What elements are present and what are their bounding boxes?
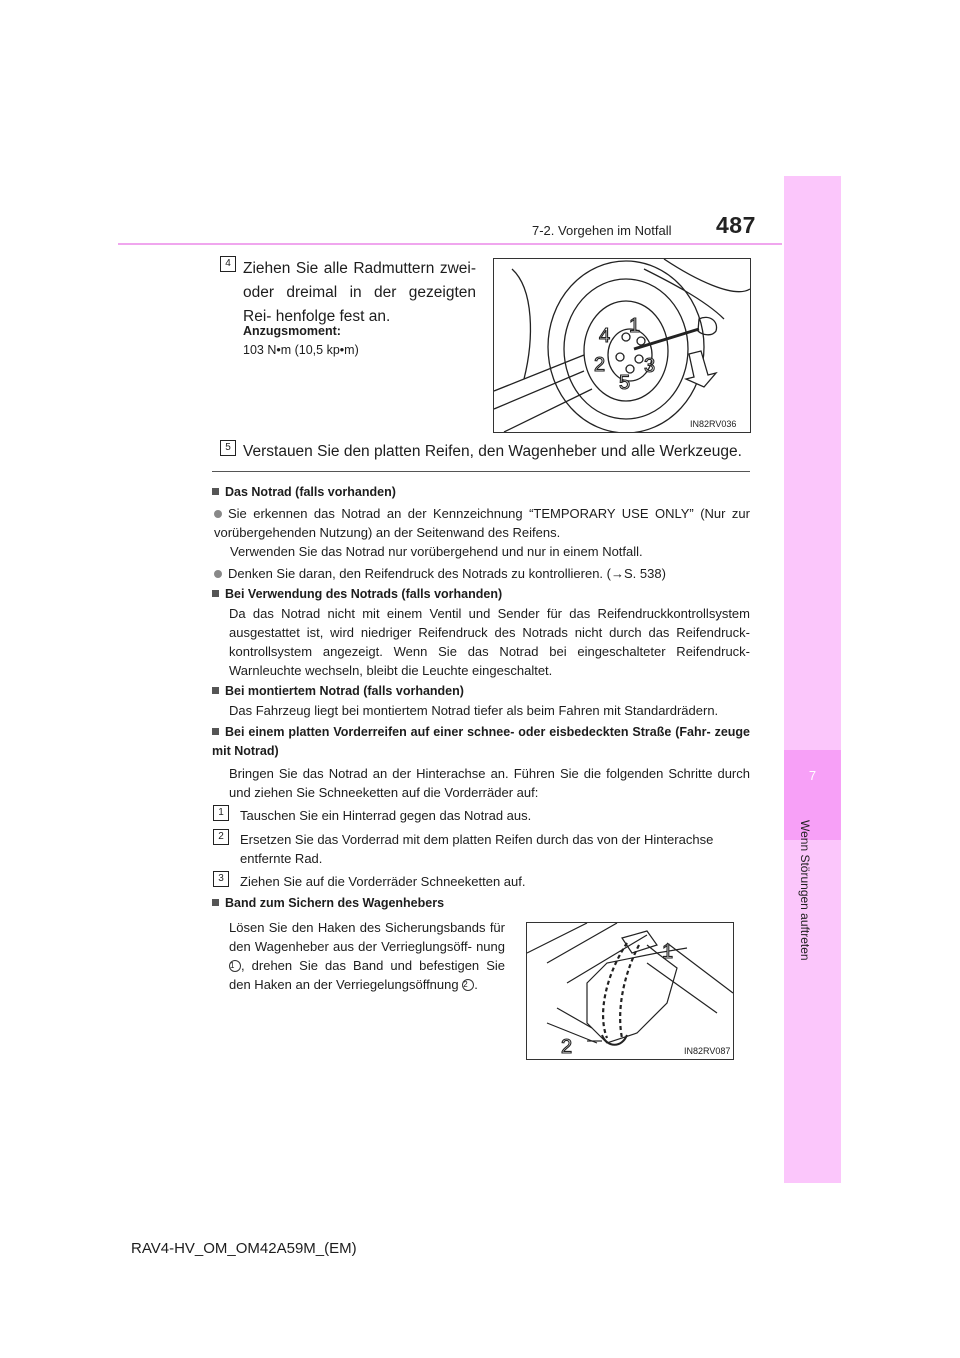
square-bullet-icon xyxy=(212,590,219,597)
nut-label-1: 1 xyxy=(629,315,641,337)
note-spare-bullet1: Sie erkennen das Notrad an der Kennzeichnung “TEMPORARY USE ONLY” (Nur zur vorübergehenden Nutzung) an der Seitenwand des Reifens. xyxy=(214,506,750,540)
torque-label: Anzugsmoment: xyxy=(243,324,341,338)
jack-band-illustration xyxy=(527,923,733,1059)
page-number: 487 xyxy=(716,212,756,238)
step4-text: Ziehen Sie alle Radmuttern zwei- oder dreimal in der gezeigten Rei- henfolge fest an. xyxy=(243,260,476,325)
footer-code: RAV4-HV_OM_OM42A59M_(EM) xyxy=(131,1240,357,1257)
header-rule xyxy=(118,243,782,245)
square-bullet-icon xyxy=(212,899,219,906)
jack-band-figure xyxy=(526,922,734,1060)
figure-code: IN82RV036 xyxy=(690,419,737,429)
step5-text: Verstauen Sie den platten Reifen, den Wagenheber und alle Werkzeuge. xyxy=(243,443,742,460)
ref-marker-2: 2 xyxy=(462,979,474,991)
circle-bullet-icon xyxy=(214,510,222,518)
note-mounted-text: Das Fahrzeug liegt bei montiertem Notrad tiefer als beim Fahren mit Standardrädern. xyxy=(229,703,719,718)
wheel-illustration xyxy=(494,259,750,432)
section-title: 7-2. Vorgehen im Notfall xyxy=(532,223,672,238)
ref-marker-1: 1 xyxy=(229,960,241,972)
note-heading-spare: Das Notrad (falls vorhanden) xyxy=(212,483,396,502)
note-spare-bullet1b: Verwenden Sie das Notrad nur vorübergehend und nur in einem Notfall. xyxy=(230,544,643,559)
torque-value: 103 N•m (10,5 kp•m) xyxy=(243,343,359,357)
note-spare-bullet2: Denken Sie daran, den Reifendruck des Notrads zu kontrollieren. (→S. 538) xyxy=(214,564,750,583)
square-bullet-icon xyxy=(212,687,219,694)
separator xyxy=(212,471,750,472)
step-badge-2: 2 xyxy=(213,829,229,845)
nut-label-2: 2 xyxy=(594,354,606,376)
nut-label-5: 5 xyxy=(619,372,631,394)
chapter-tab xyxy=(784,176,841,1183)
note-heading-band: Band zum Sichern des Wagenhebers xyxy=(212,894,444,913)
chapter-title: Wenn Störungen auftreten xyxy=(798,820,812,961)
band-label-2: 2 xyxy=(561,1036,573,1058)
snow-step-2: Ersetzen Sie das Vorderrad mit dem platten Reifen durch das von der Hinterachse entfernte Rad. xyxy=(240,832,714,866)
snow-step-1: Tauschen Sie ein Hinterrad gegen das Notrad aus. xyxy=(240,808,532,823)
figure-code: IN82RV087 xyxy=(684,1046,731,1056)
note-band-text: Lösen Sie den Haken des Sicherungsbands für den Wagenheber aus der Verrieglungsöff- nung 1 , drehen Sie das Band und befestigen Sie den Haken an der Verriegelungsöffnung 2 . xyxy=(229,920,505,992)
note-heading-mounted: Bei montiertem Notrad (falls vorhanden) xyxy=(212,682,464,701)
chapter-tab-marker xyxy=(784,750,841,840)
note-snow-text: Bringen Sie das Notrad an der Hinterachse an. Führen Sie die folgenden Schritte durch und ziehen Sie Schneeketten auf die Vorderräder auf: xyxy=(229,766,750,800)
note-using-text: Da das Notrad nicht mit einem Ventil und Sender für das Reifendruckkontrollsystem ausgestattet ist, wird niedriger Reifendruck des Notrads nicht durch das Reifendruck- kontrollsystem angezeigt. Wenn Sie das Notrad bei eingeschalteter Reifendruck- Warnleuchte wechseln, bleibt die Leuchte eingeschaltet. xyxy=(229,606,750,678)
square-bullet-icon xyxy=(212,728,219,735)
band-label-1: 1 xyxy=(662,941,674,963)
snow-step-3: Ziehen Sie auf die Vorderräder Schneeketten auf. xyxy=(240,874,526,889)
step-badge-5: 5 xyxy=(220,440,236,456)
step-badge-4: 4 xyxy=(220,256,236,272)
note-heading-using: Bei Verwendung des Notrads (falls vorhanden) xyxy=(212,585,502,604)
note-heading-snow: Bei einem platten Vorderreifen auf einer schnee- oder eisbedeckten Straße (Fahr- zeuge mit Notrad) xyxy=(212,725,750,758)
nut-label-3: 3 xyxy=(644,355,656,377)
wheel-nut-figure xyxy=(493,258,751,433)
circle-bullet-icon xyxy=(214,570,222,578)
nut-label-4: 4 xyxy=(599,325,611,347)
step-badge-3: 3 xyxy=(213,871,229,887)
square-bullet-icon xyxy=(212,488,219,495)
chapter-number: 7 xyxy=(808,768,817,783)
step-badge-1: 1 xyxy=(213,805,229,821)
